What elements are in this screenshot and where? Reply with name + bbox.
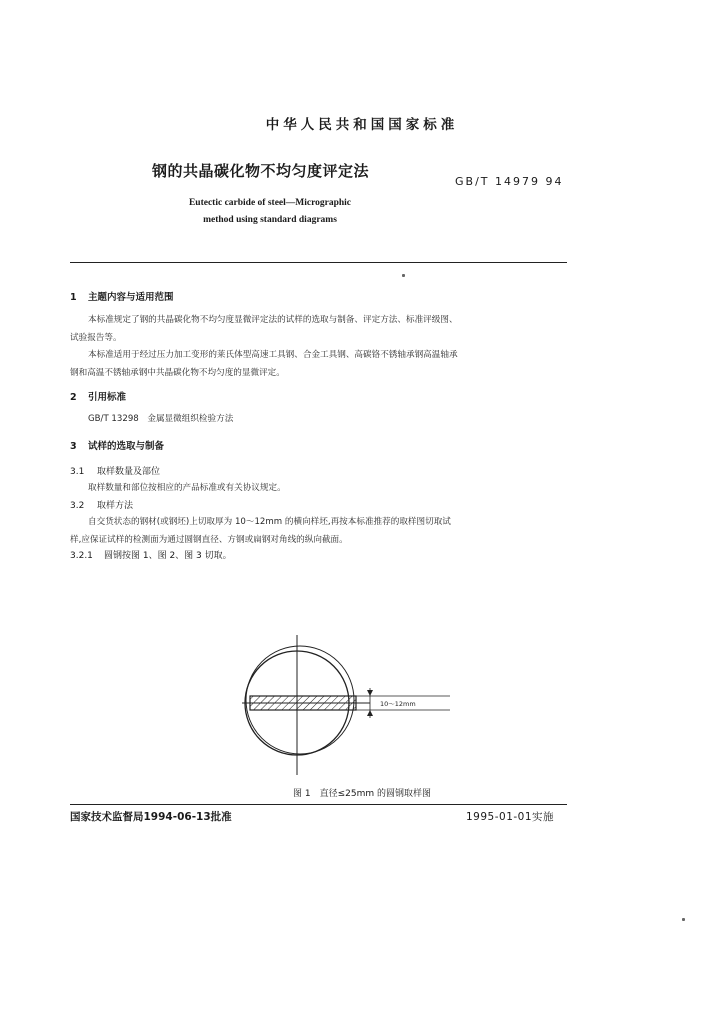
normative-reference: GB/T 13298 金属显微组织检验方法 [88, 414, 234, 424]
scan-speck [402, 274, 405, 277]
paragraph-line: 本标准适用于经过压力加工变形的莱氏体型高速工具钢、合金工具钢、高碳铬不锈轴承钢高温轴承 [88, 350, 458, 360]
section-3-heading [70, 438, 164, 452]
figure-1-sampling-diagram [220, 630, 470, 780]
subsection-3-2-body [70, 514, 570, 549]
subsection-3-2-1 [70, 548, 232, 561]
paragraph-line: 样,应保证试样的检测面为通过圆钢直径、方钢或扁钢对角线的纵向截面。 [70, 534, 348, 545]
implementation-date: 1995-01-01实施 [466, 811, 555, 823]
subsection-number: 3.2 [70, 501, 85, 511]
document-title-en [160, 195, 380, 229]
section-title: 主题内容与适用范围 [88, 292, 174, 303]
paragraph-line: 本标准规定了钢的共晶碳化物不均匀度显微评定法的试样的选取与制备、评定方法、标准评级图、 [88, 315, 458, 325]
standard-header: 中华人民共和国国家标准 [265, 117, 459, 133]
sample-strip-hatch [250, 696, 356, 710]
subsection-title: 取样方法 [97, 501, 134, 511]
subsection-3-1-heading [70, 464, 160, 477]
section-title: 引用标准 [88, 392, 127, 403]
subsection-number: 3.2.1 [70, 551, 93, 561]
section-1-body [70, 312, 570, 382]
section-number: 3 [70, 441, 77, 452]
document-title-cn: 钢的共晶碳化物不均匀度评定法 [152, 162, 370, 180]
subsection-text: 圆钢按图 1、图 2、图 3 切取。 [104, 551, 232, 561]
section-2-heading [70, 389, 126, 403]
subsection-number: 3.1 [70, 467, 85, 477]
paragraph-line: 钢和高温不锈轴承钢中共晶碳化物不均匀度的显微评定。 [70, 367, 285, 378]
figure-1-caption: 图 1 直径≤25mm 的圆钢取样图 [293, 789, 431, 799]
title-en-line2: method using standard diagrams [203, 215, 337, 225]
dimension-arrow-head-top [367, 690, 373, 696]
subsection-title: 取样数量及部位 [97, 467, 161, 477]
standard-number: GB/T 14979 94 [455, 175, 564, 188]
section-1-heading [70, 289, 174, 303]
section-title: 试样的选取与制备 [88, 441, 165, 452]
scan-speck [682, 918, 685, 921]
subsection-3-1-text: 取样数量和部位按相应的产品标准或有关协议规定。 [88, 483, 286, 493]
approval-date: 国家技术监督局1994-06-13批准 [70, 811, 232, 823]
title-divider [70, 262, 567, 263]
section-number: 1 [70, 292, 77, 303]
paragraph-line: 试验报告等。 [70, 332, 122, 343]
footer-divider [70, 804, 567, 805]
subsection-3-2-heading [70, 498, 133, 511]
title-en-line1: Eutectic carbide of steel—Micrographic [188, 198, 352, 208]
paragraph-line: 自交货状态的钢材(或钢坯)上切取厚为 10～12mm 的横向样坯,再按本标准推荐的取样图切取试 [88, 517, 451, 527]
dimension-label: 10～12mm [380, 700, 416, 708]
section-number: 2 [70, 392, 77, 403]
dimension-arrow-head-bottom [367, 710, 373, 716]
